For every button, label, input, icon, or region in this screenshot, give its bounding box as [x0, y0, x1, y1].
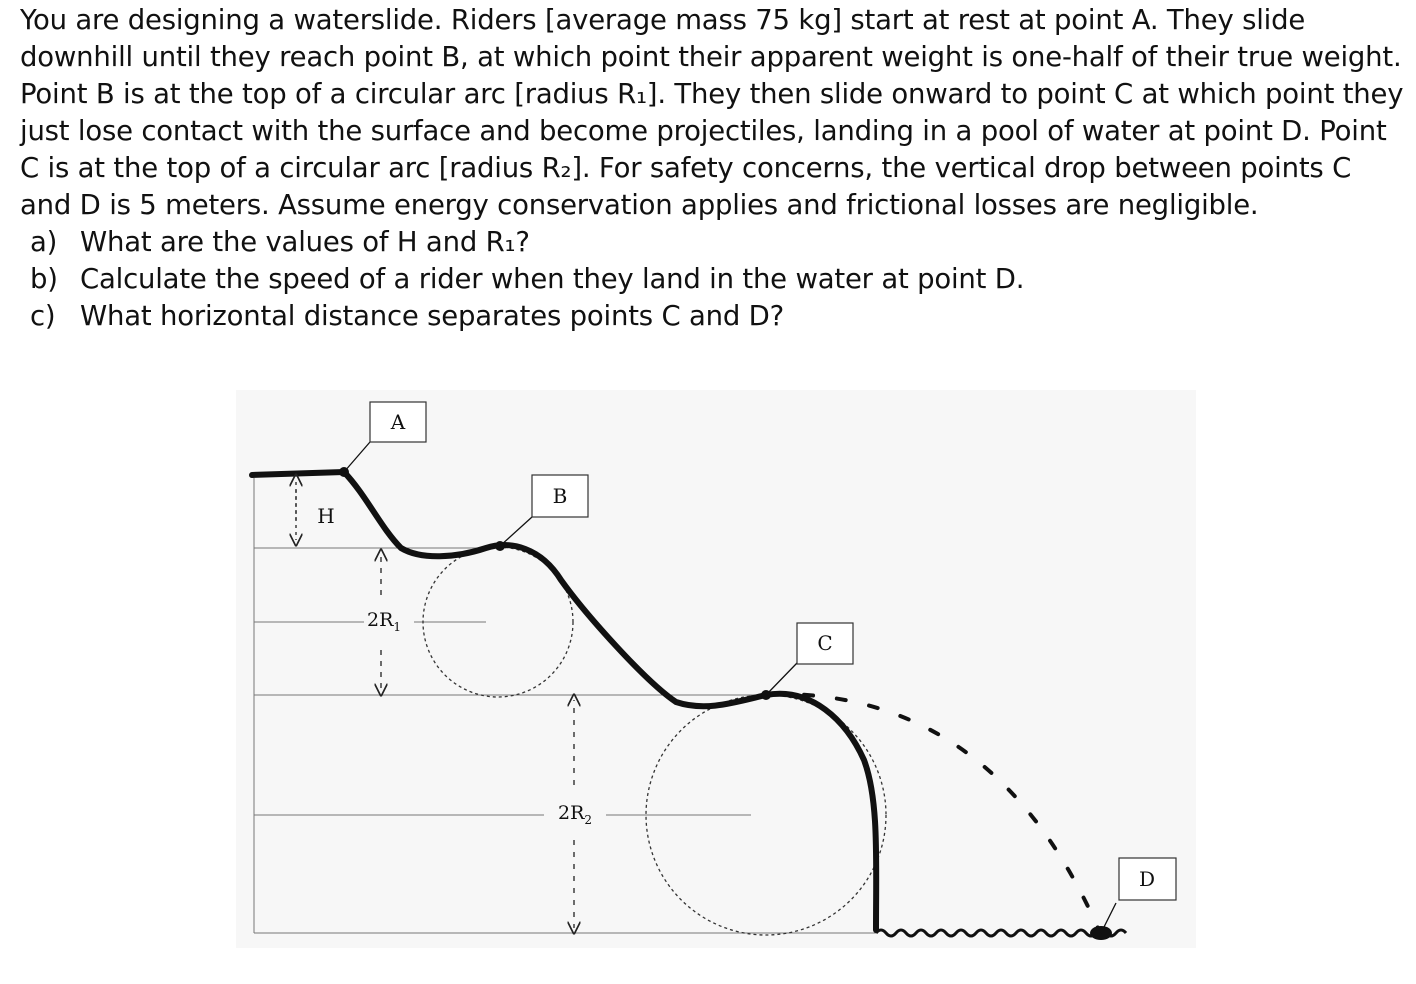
problem-statement: [20, 2, 1410, 335]
question-letter: c): [30, 300, 56, 332]
label-2r1-main: 2R: [367, 609, 394, 631]
question-a: [30, 224, 1410, 261]
problem-text: You are designing a waterslide. Riders [average mass 75 kg] start at rest at point A. They slide downhill until they reach point B, at which point their apparent weight is one-half of their true weight. Point B is at the top of a circular arc [radius R₁]. They then slide onward to point C at which point they just lose contact with the surface and become projectiles, landing in a pool of water at point D. Point C is at the top of a circular arc [radius R₂]. For safety concerns, the vertical drop between points C and D is 5 meters. Assume energy conservation applies and frictional losses are negligible.: [20, 4, 1404, 221]
label-c: C: [817, 631, 833, 655]
label-b: B: [552, 484, 568, 508]
label-a: A: [390, 410, 406, 434]
question-text: What horizontal distance separates points C and D?: [80, 300, 785, 332]
diagram-background: [236, 390, 1196, 948]
diagram-canvas: [236, 390, 1196, 948]
label-2r1-sub: 1: [393, 620, 402, 634]
label-h: H: [317, 504, 335, 528]
question-text: Calculate the speed of a rider when they land in the water at point D.: [80, 263, 1025, 295]
question-letter: b): [30, 263, 58, 295]
question-b: [30, 261, 1410, 298]
label-d: D: [1138, 867, 1156, 891]
label-2r2-sub: 2: [584, 813, 593, 827]
question-c: [30, 298, 1410, 335]
label-2r2-main: 2R: [558, 802, 585, 824]
question-list: [30, 224, 1410, 335]
question-letter: a): [30, 226, 58, 258]
waterslide-diagram: [236, 390, 1196, 948]
question-text: What are the values of H and R₁?: [80, 226, 530, 258]
